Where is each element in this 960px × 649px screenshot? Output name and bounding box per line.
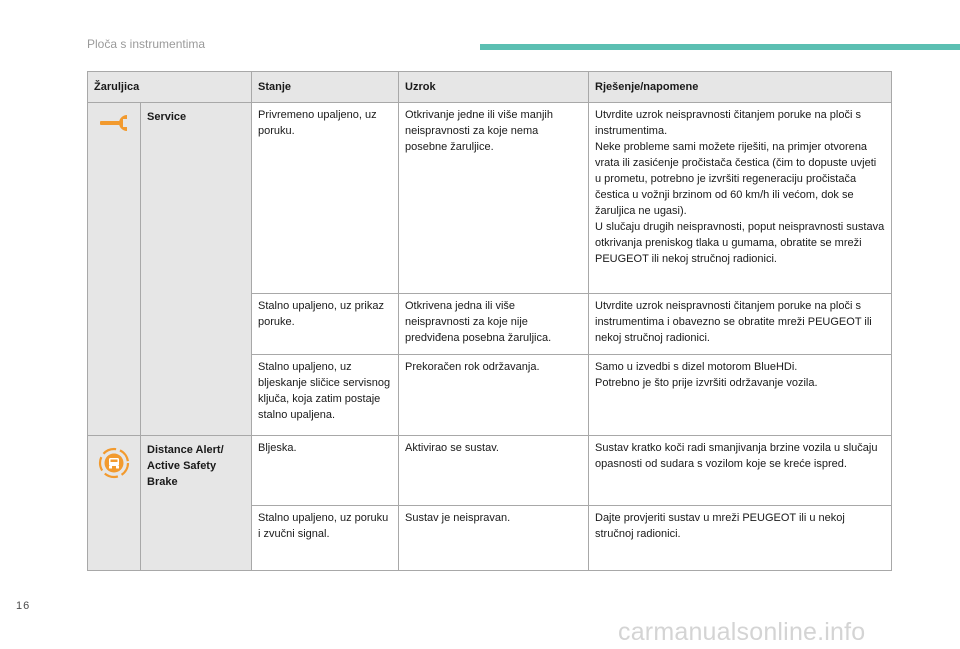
state-cell: Privremeno upaljeno, uz poruku.: [252, 103, 399, 294]
collision-alert-icon: [97, 446, 131, 485]
lamp-name-service: Service: [141, 103, 252, 436]
site-watermark: carmanualsonline.info: [618, 618, 866, 646]
solution-line: Dajte provjeriti sustav u mreži PEUGEOT ili u nekoj stručnoj radionici.: [595, 512, 845, 540]
cause-cell: Otkrivanje jedne ili više manjih neispravnosti za koje nema posebne žaruljice.: [399, 103, 589, 294]
solution-line: Utvrdite uzrok neispravnosti čitanjem poruke na ploči s instrumentima i obavezno se obratite mreži PEUGEOT ili nekoj stručnoj radionici.: [595, 300, 872, 344]
header-accent-bar: [480, 44, 960, 50]
cause-cell: Prekoračen rok održavanja.: [399, 355, 589, 436]
page-header-title: Ploča s instrumentima: [87, 37, 206, 51]
state-cell: Stalno upaljeno, uz prikaz poruke.: [252, 294, 399, 355]
solution-line: Samo u izvedbi s dizel motorom BlueHDi.: [595, 361, 798, 373]
solution-cell: [589, 506, 892, 571]
alert-lamp-icon-cell: [88, 436, 141, 571]
solution-line: Sustav kratko koči radi smanjivanja brzine vozila u slučaju opasnosti od sudara s vozilom koje se kreće ispred.: [595, 442, 878, 470]
column-header-solution: Rješenje/napomene: [589, 72, 892, 103]
solution-line: Neke probleme sami možete riješiti, na primjer otvorena vrata ili zasićenje pročistača čestica (čim to dopuste uvjeti u prometu, potrebno je izvršiti regeneraciju pročistača čestica u vožnji brzinom od 60 km/h ili većom, dok se žaruljica ne ugasi).: [595, 141, 877, 217]
cause-cell: Otkrivena jedna ili više neispravnosti za koje nije predviđena posebna žaruljica.: [399, 294, 589, 355]
table-row: [88, 436, 892, 506]
state-cell: Stalno upaljeno, uz bljeskanje sličice servisnog ključa, koja zatim postaje stalno upaljena.: [252, 355, 399, 436]
page-number: 16: [16, 600, 31, 612]
warning-lamps-table: [87, 71, 892, 571]
solution-line: Potrebno je što prije izvršiti održavanje vozila.: [595, 377, 818, 389]
solution-cell: [589, 103, 892, 294]
table-header-row: [88, 72, 892, 103]
solution-line: Utvrdite uzrok neispravnosti čitanjem poruke na ploči s instrumentima.: [595, 109, 861, 137]
column-header-state: Stanje: [252, 72, 399, 103]
solution-cell: [589, 294, 892, 355]
cause-cell: Aktivirao se sustav.: [399, 436, 589, 506]
solution-cell: [589, 436, 892, 506]
state-cell: Stalno upaljeno, uz poruku i zvučni signal.: [252, 506, 399, 571]
state-cell: Bljeska.: [252, 436, 399, 506]
column-header-lamp: Žaruljica: [88, 72, 252, 103]
lamp-name-distance-alert: Distance Alert/ Active Safety Brake: [141, 436, 252, 571]
cause-cell: Sustav je neispravan.: [399, 506, 589, 571]
column-header-cause: Uzrok: [399, 72, 589, 103]
service-lamp-icon-cell: [88, 103, 141, 436]
table-row: [88, 103, 892, 294]
wrench-icon: [97, 113, 131, 138]
solution-cell: [589, 355, 892, 436]
solution-line: U slučaju drugih neispravnosti, poput neispravnosti sustava otkrivanja preniskog tlaka u gumama, obratite se mreži PEUGEOT ili nekoj stručnoj radionici.: [595, 221, 885, 265]
